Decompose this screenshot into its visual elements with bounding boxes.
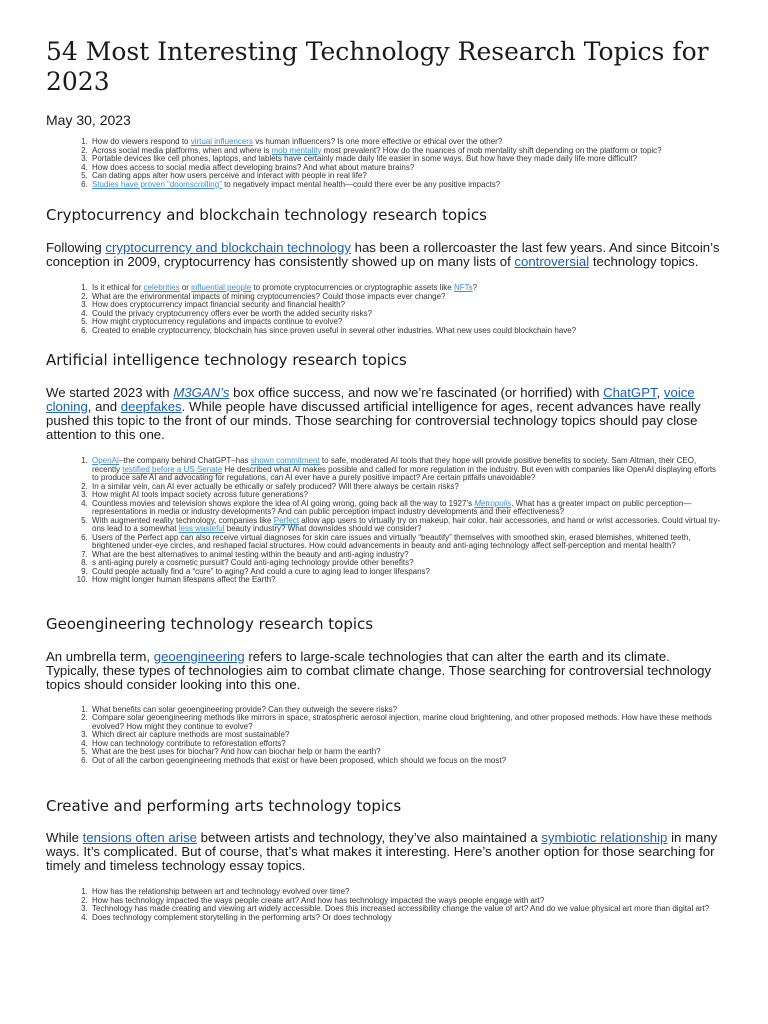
list-item: 9. Could people actually find a “cure” to aging? And could a cure to aging lead to longer lifespans?: [90, 568, 722, 577]
link-metropolis[interactable]: Metropolis: [474, 498, 512, 508]
section-heading-arts: Creative and performing arts technology topics: [46, 797, 402, 815]
page-title: 54 Most Interesting Technology Research Topics for 2023: [46, 37, 709, 96]
link-crypto-blockchain[interactable]: cryptocurrency and blockchain technology: [105, 240, 351, 255]
list-item: 4. Does technology complement storytelling in the performing arts? Or does technology: [90, 914, 722, 923]
link-shown-commitment[interactable]: shown commitment: [250, 456, 320, 465]
intro-topic-list: [46, 138, 722, 189]
link-nfts[interactable]: NFTs: [453, 283, 473, 292]
list-item: 1. OpenAI–the company behind ChatGPT–has shown commitment to safe, moderated AI tools that they hope will provide positive benefits to society. Sam Altman, their CEO, recently testified before a US Senate He described what AI makes possible and called for more regulation in the industry. But even with companies like OpenAI displaying efforts to produce safe AI and advocating for regulations, can AI ever have a purely positive impact? Are certain pitfalls unavoidable?: [90, 457, 722, 483]
arts-topic-list: [46, 888, 722, 922]
list-item: 6. Out of all the carbon geoengineering methods that exist or have been proposed, which should we focus on the most?: [90, 757, 722, 766]
section-heading-geo: Geoengineering technology research topics: [46, 614, 374, 633]
link-influential-people[interactable]: influential people: [191, 283, 252, 292]
publish-date: May 30, 2023: [46, 112, 131, 128]
link-controversial[interactable]: controversial: [514, 254, 590, 269]
link-testified-senate[interactable]: testified before a US Senate: [122, 464, 223, 474]
link-less-wasteful[interactable]: less wasteful: [178, 524, 225, 533]
link-doomscrolling[interactable]: Studies have proven “doomscrolling”: [92, 179, 222, 189]
list-item: 1. How has the relationship between art and technology evolved over time?: [90, 888, 722, 897]
list-item: 3. Portable devices like cell phones, laptops, and tablets have certainly made daily life easier in some ways. But how have they made daily life more difficult?: [90, 155, 722, 164]
geo-topic-list: [46, 706, 722, 766]
list-item: 5. How might cryptocurrency regulations and impacts continue to evolve?: [90, 318, 722, 327]
link-virtual-influencers[interactable]: virtual influencers: [190, 137, 253, 146]
crypto-topic-list: [46, 284, 722, 335]
list-item: 7. What are the best alternatives to animal testing within the beauty and anti-aging industry?: [90, 551, 722, 560]
list-item: 2. Compare solar geoengineering methods like mirrors in space, stratospheric aerosol injection, marine cloud brightening, and other proposed methods. How have these methods evolved? How might they continue to evolve?: [90, 714, 722, 731]
list-item: 1. What benefits can solar geoengineering provide? Can they outweigh the severe risks?: [90, 706, 722, 715]
link-chatgpt[interactable]: ChatGPT: [603, 385, 657, 400]
link-celebrities[interactable]: celebrities: [143, 283, 180, 292]
list-item: 3. How might AI tools impact society across future generations?: [90, 491, 722, 500]
section-heading-ai: Artificial intelligence technology research topics: [46, 351, 407, 369]
list-item: 2. In a similar vein, can AI ever actually be ethically or safely produced? Will there always be certain risks?: [90, 483, 722, 492]
section-intro-crypto: Following cryptocurrency and blockchain technology has been a rollercoaster the last few years. And since Bitcoin’s conception in 2009, cryptocurrency has consistently showed up on many lists of controversial technology topics.: [46, 240, 720, 269]
link-geoengineering[interactable]: geoengineering: [153, 648, 245, 664]
section-intro-arts: While tensions often arise between artists and technology, they’ve also maintained a symbiotic relationship in many ways. It’s complicated. But of course, that’s what makes it interesting. Here’s another option for those searching for timely and timeless technology essay topics.: [46, 830, 718, 873]
list-item: 5. What are the best uses for biochar? And how can biochar help or harm the earth?: [90, 748, 722, 757]
link-deepfakes[interactable]: deepfakes: [120, 399, 182, 414]
list-item: 2. Across social media platforms, when and where is mob mentality most prevalent? How do the nuances of mob mentality shift depending on the platform or topic?: [90, 147, 722, 156]
ai-topic-list: [46, 457, 722, 585]
list-item: 1. How do viewers respond to virtual influencers vs human influencers? Is one more effective or ethical over the other?: [90, 138, 722, 147]
section-intro-geo: An umbrella term, geoengineering refers to large-scale technologies that can alter the earth and its climate. Typically, these types of technologies aim to combat climate change. Those searching for controversial technology topics should consider looking into this one.: [46, 648, 712, 692]
list-item: 4. Countless movies and television shows explore the idea of AI going wrong, going back all the way to 1927’s Metropolis. What has a greater impact on public perception—representations in media or industry developments? And can public perception impact industry developments and their effectiveness?: [90, 500, 722, 517]
link-perfect[interactable]: Perfect: [273, 515, 300, 525]
list-item: 2. What are the environmental impacts of mining cryptocurrencies? Could those impacts ever change?: [90, 293, 722, 302]
section-heading-crypto: Cryptocurrency and blockchain technology research topics: [46, 206, 487, 224]
list-item: 3. Which direct air capture methods are most sustainable?: [90, 731, 722, 740]
link-mob-mentality[interactable]: mob mentality: [271, 145, 322, 155]
list-item: 6. Created to enable cryptocurrency, blockchain has since proven useful in several other industries. What new uses could blockchain have?: [90, 327, 722, 336]
list-item: 4. How can technology contribute to reforestation efforts?: [90, 740, 722, 749]
link-openai[interactable]: OpenAI: [92, 456, 120, 465]
list-item: 3. How does cryptocurrency impact financial security and financial health?: [90, 301, 722, 310]
list-item: 5. Can dating apps alter how users perceive and interact with people in real life?: [90, 172, 722, 181]
link-voice-cloning[interactable]: voice cloning: [46, 385, 695, 414]
list-item: 3. Technology has made creating and viewing art widely accessible. Does this increased accessibility change the value of art? And do we value physical art more than digital art?: [90, 905, 722, 914]
link-tensions-often-arise[interactable]: tensions often arise: [82, 830, 198, 845]
section-intro-ai: We started 2023 with M3GAN’s box office success, and now we’re fascinated (or horrified) with ChatGPT, voice cloning, and deepfakes. While people have discussed artificial intelligence for ages, recent advances have really pushed this topic to the front of our minds. Those searching for controversial technology topics should pay close attention to this one.: [46, 385, 701, 442]
list-item: 10. How might longer human lifespans affect the Earth?: [90, 576, 722, 585]
list-item: 6. Studies have proven “doomscrolling” to negatively impact mental health—could there ever be any positive impacts?: [90, 181, 722, 190]
list-item: 1. Is it ethical for celebrities or influential people to promote cryptocurrencies or cryptographic assets like NFTs?: [90, 284, 722, 293]
list-item: 8. s anti-aging purely a cosmetic pursuit? Could anti-aging technology provide other benefits?: [90, 559, 722, 568]
list-item: 4. Could the privacy cryptocurrency offers ever be worth the added security risks?: [90, 310, 722, 319]
list-item: 6. Users of the Perfect app can also receive virtual diagnoses for skin care issues and virtually “beautify” themselves with smoothed skin, erased blemishes, whitened teeth, brightened under-eye circles, and reshaped facial structures. How could advancements in beauty and anti-aging technology affect self-perception and mental health?: [90, 534, 722, 551]
list-item: 4. How does access to social media affect developing brains? And what about mature brains?: [90, 164, 722, 173]
list-item: 2. How has technology impacted the ways people create art? And how has technology impacted the ways people engage with art?: [90, 897, 722, 906]
list-item: 5. With augmented reality technology, companies like Perfect allow app users to virtually try on makeup, hair color, hair accessories, and hand or wrist accessories. Could virtual try-ons lead to a somewhat less wasteful beauty industry? What downsides should we consider?: [90, 517, 722, 534]
link-symbiotic-relationship[interactable]: symbiotic relationship: [541, 830, 668, 845]
link-m3gan[interactable]: M3GAN’s: [173, 385, 230, 400]
